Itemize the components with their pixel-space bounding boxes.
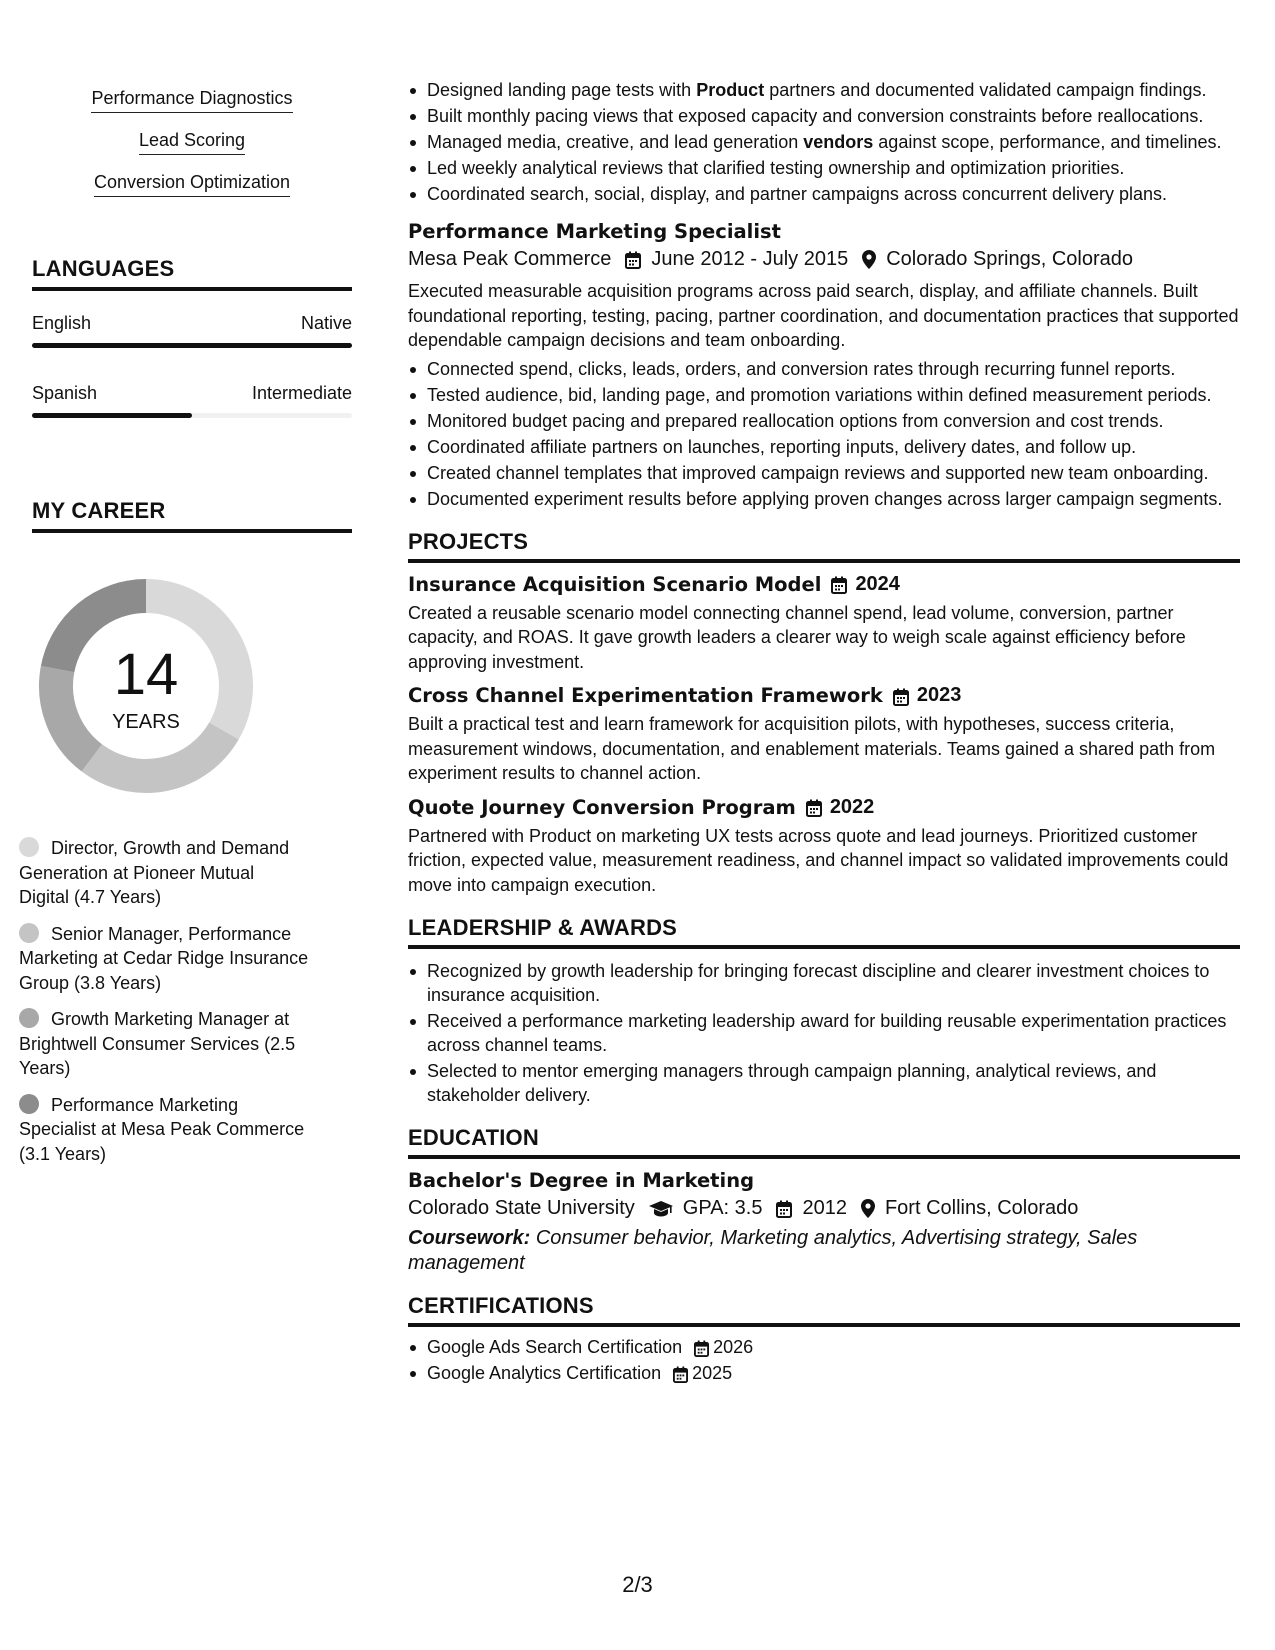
job-company: Mesa Peak Commerce xyxy=(408,248,612,270)
project-entry xyxy=(408,796,1240,898)
bullet-item: Connected spend, clicks, leads, orders, and conversion rates through recurring funnel reports. xyxy=(408,357,1240,381)
project-title: Quote Journey Conversion Program xyxy=(408,795,796,819)
bullet-item: Recognized by growth leadership for bringing forecast discipline and clearer investment choices to insurance acquisition. xyxy=(408,959,1240,1007)
job-meta xyxy=(408,248,1240,271)
career-legend-item xyxy=(19,1007,309,1081)
language-level: Native xyxy=(300,313,352,333)
coursework xyxy=(408,1226,1240,1275)
bullet-item: Documented experiment results before applying proven changes across larger campaign segments. xyxy=(408,487,1240,511)
language-name: English xyxy=(32,313,92,333)
project-year: 2023 xyxy=(916,684,962,706)
coursework-text: Consumer behavior, Marketing analytics, Advertising strategy, Sales management xyxy=(408,1227,1138,1274)
bullet-item: Designed landing page tests with Product partners and documented validated campaign findings. xyxy=(408,78,1240,102)
job-summary: Executed measurable acquisition programs across paid search, display, and affiliate channels. Built foundational reporting, testing, pacing, partner coordination, and documentation practices that supported dependable campaign decisions and team onboarding. xyxy=(408,281,1239,350)
project-description: Created a reusable scenario model connecting channel spend, lead volume, conversion, partner capacity, and ROAS. It gave growth leaders a clearer way to weigh scale against efficiency before approving investment. xyxy=(408,602,1186,672)
career-legend-item xyxy=(19,836,309,910)
career-legend-label: Senior Manager, Performance Marketing at Cedar Ridge Insurance Group (3.8 Years) xyxy=(19,923,309,993)
location-pin-icon xyxy=(861,1197,875,1220)
job-location: Colorado Springs, Colorado xyxy=(886,248,1134,270)
certifications-list xyxy=(408,1335,1240,1385)
legend-dot xyxy=(19,837,39,857)
certification-year: 2025 xyxy=(692,1363,733,1383)
project-entry xyxy=(408,684,1240,786)
calendar-icon xyxy=(625,248,641,271)
language-row xyxy=(32,383,352,418)
job-dates: June 2012 - July 2015 xyxy=(651,248,849,270)
page-number: 2/3 xyxy=(622,1572,653,1597)
project-year: 2022 xyxy=(829,795,875,818)
project-year: 2024 xyxy=(855,572,900,595)
project-title: Insurance Acquisition Scenario Model xyxy=(408,572,822,596)
bullet-item: Built monthly pacing views that exposed capacity and conversion constraints before reallocations. xyxy=(408,104,1240,128)
bullet-item: Monitored budget pacing and prepared reallocation options from conversion and cost trends. xyxy=(408,409,1240,433)
project-description: Partnered with Product on marketing UX tests across quote and lead journeys. Prioritized customer friction, expected value, measurement readiness, and channel impact so validated improvements could move into campaign execution. xyxy=(408,825,1229,895)
certification-year: 2026 xyxy=(713,1337,754,1357)
language-bar xyxy=(32,343,352,348)
job-bullets xyxy=(408,357,1240,511)
school-name: Colorado State University xyxy=(408,1197,635,1219)
project-title: Cross Channel Experimentation Framework xyxy=(408,684,883,707)
legend-dot xyxy=(19,923,39,943)
certification-item xyxy=(408,1361,1240,1385)
career-donut-chart xyxy=(32,572,260,800)
calendar-icon xyxy=(893,684,909,707)
skill-tag: Lead Scoring xyxy=(139,130,245,155)
language-bar-fill xyxy=(32,413,192,418)
career-legend-label: Performance Marketing Specialist at Mesa Peak Commerce (3.1 Years) xyxy=(19,1094,305,1164)
legend-dot xyxy=(19,1094,39,1114)
skill-tag: Performance Diagnostics xyxy=(91,88,292,113)
project-description: Built a practical test and learn framework for acquisition pilots, with hypotheses, success criteria, measurement windows, documentation, and enablement materials. Teams gained a shared path from experiment results to channel action. xyxy=(408,714,1216,783)
main-content xyxy=(408,78,1240,1387)
career-total-unit: YEARS xyxy=(112,711,180,733)
career-legend-label: Director, Growth and Demand Generation at Pioneer Mutual Digital (4.7 Years) xyxy=(19,838,290,907)
language-row xyxy=(32,313,352,348)
bullet-item: Coordinated affiliate partners on launches, reporting inputs, delivery dates, and follow up. xyxy=(408,435,1240,459)
career-legend-item xyxy=(19,1093,309,1167)
certification-item xyxy=(408,1335,1240,1359)
education-heading: EDUCATION xyxy=(408,1125,1240,1159)
career-donut-segment xyxy=(92,731,224,776)
graduation-year: 2012 xyxy=(802,1197,847,1219)
awards-heading: LEADERSHIP & AWARDS xyxy=(408,915,1240,949)
bullet-item: Managed media, creative, and lead generation vendors against scope, performance, and timelines. xyxy=(408,130,1240,154)
languages-heading: LANGUAGES xyxy=(32,256,352,291)
education-meta xyxy=(408,1197,1240,1220)
language-bar-fill xyxy=(32,343,352,348)
career-legend-item xyxy=(19,922,309,996)
career-legend-label: Growth Marketing Manager at Brightwell Consumer Services (2.5 Years) xyxy=(19,1009,296,1078)
calendar-icon xyxy=(776,1197,792,1220)
language-name: Spanish xyxy=(32,383,98,403)
awards-list xyxy=(408,959,1240,1107)
career-total-years: 14 xyxy=(113,642,179,707)
projects-heading: PROJECTS xyxy=(408,529,1240,563)
skills-list xyxy=(32,88,352,214)
job-title: Performance Marketing Specialist xyxy=(408,220,781,243)
career-heading: MY CAREER xyxy=(32,498,352,533)
bullet-item: Received a performance marketing leadership award for building reusable experimentation practices across channel teams. xyxy=(408,1009,1240,1057)
project-entry xyxy=(408,573,1240,675)
bullet-item: Coordinated search, social, display, and partner campaigns across concurrent delivery plans. xyxy=(408,182,1240,206)
bullet-item: Created channel templates that improved campaign reviews and supported new team onboarding. xyxy=(408,461,1240,485)
bullet-item: Selected to mentor emerging managers through campaign planning, analytical reviews, and stakeholder delivery. xyxy=(408,1059,1240,1107)
calendar-icon xyxy=(806,796,822,819)
graduation-cap-icon xyxy=(649,1197,673,1220)
bullet-item: Tested audience, bid, landing page, and promotion variations within defined measurement periods. xyxy=(408,383,1240,407)
bullet-item: Led weekly analytical reviews that clarified testing ownership and optimization priorities. xyxy=(408,156,1240,180)
coursework-label: Coursework: xyxy=(408,1227,531,1249)
certifications-heading: CERTIFICATIONS xyxy=(408,1293,1240,1327)
certification-name: Google Analytics Certification xyxy=(427,1363,662,1383)
career-legend xyxy=(19,836,309,1178)
location-pin-icon xyxy=(862,248,876,271)
certification-name: Google Ads Search Certification xyxy=(427,1337,683,1357)
gpa: GPA: 3.5 xyxy=(682,1197,763,1219)
calendar-icon xyxy=(831,573,847,596)
calendar-icon xyxy=(694,1335,709,1359)
previous-job-bullets xyxy=(408,78,1240,206)
language-bar xyxy=(32,413,352,418)
calendar-icon xyxy=(673,1361,688,1385)
school-location: Fort Collins, Colorado xyxy=(884,1197,1079,1219)
skill-tag: Conversion Optimization xyxy=(94,172,290,197)
career-donut-segment xyxy=(56,669,92,758)
degree-title: Bachelor's Degree in Marketing xyxy=(408,1169,755,1192)
language-level: Intermediate xyxy=(251,383,352,403)
legend-dot xyxy=(19,1008,39,1028)
